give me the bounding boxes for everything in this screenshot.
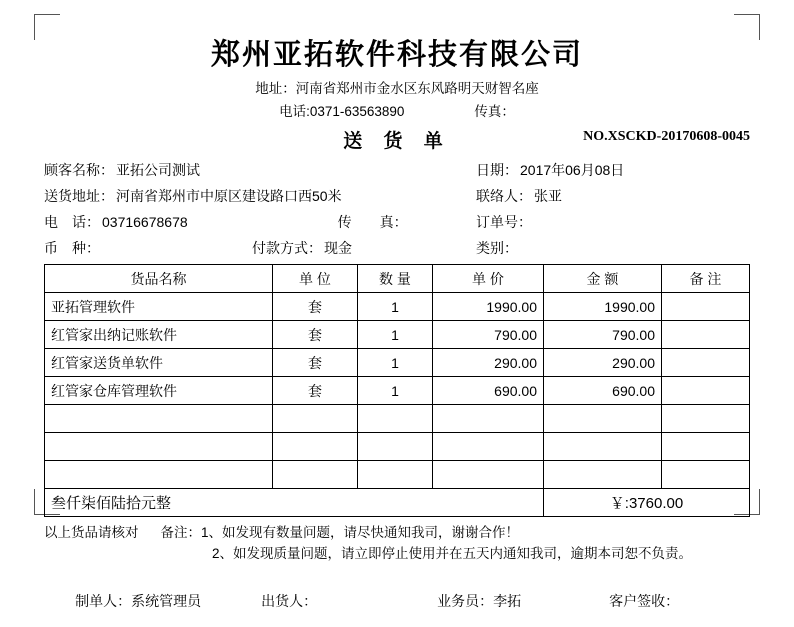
cell-qty <box>358 461 433 489</box>
cell-amount: 690.00 <box>544 377 662 405</box>
shipper-label: 出货人： <box>261 592 318 609</box>
meta-section <box>44 160 750 258</box>
cell-price: 690.00 <box>433 377 544 405</box>
sales-field <box>406 575 578 627</box>
shipper-field <box>230 575 406 627</box>
signature-label: 客户签收： <box>609 592 680 609</box>
maker-field <box>44 575 230 627</box>
meta-row-currency <box>44 238 750 258</box>
table-row <box>45 349 750 377</box>
note-text-1: 1、如发现有数量问题，请尽快通知我司，谢谢合作！ <box>201 525 520 540</box>
category-label: 类别： <box>476 240 518 256</box>
cell-price <box>433 461 544 489</box>
cell-amount <box>544 433 662 461</box>
column-header-unit: 单 位 <box>273 265 358 293</box>
cell-unit <box>273 461 358 489</box>
cell-note <box>662 377 750 405</box>
sales-label: 业务员： <box>437 592 494 609</box>
table-row <box>45 377 750 405</box>
cell-unit <box>273 433 358 461</box>
meta-row-customer <box>44 160 750 180</box>
company-fax: 传真： <box>474 104 515 119</box>
cell-qty: 1 <box>358 349 433 377</box>
cell-unit: 套 <box>273 293 358 321</box>
ship-address-value: 河南省郑州市中原区建设路口西50米 <box>116 188 342 204</box>
customer-label: 顾客名称： <box>44 162 114 178</box>
column-header-note: 备 注 <box>662 265 750 293</box>
cell-name <box>45 433 273 461</box>
cell-price: 290.00 <box>433 349 544 377</box>
signature-field <box>578 575 750 627</box>
note-line-1 <box>44 523 750 544</box>
total-amount: ￥:3760.00 <box>544 489 750 517</box>
note-line-2 <box>44 544 750 565</box>
date-value: 2017年06月08日 <box>520 162 625 178</box>
document-sheet <box>44 22 750 627</box>
cell-note <box>662 321 750 349</box>
phone-label: 电 话： <box>44 214 100 230</box>
title-row <box>44 126 750 152</box>
column-header-price: 单 价 <box>433 265 544 293</box>
company-tel: 电话:0371-63563890 <box>279 104 405 119</box>
cell-name: 红管家出纳记账软件 <box>45 321 273 349</box>
check-label: 以上货品请核对 <box>44 525 139 540</box>
sales-value: 李拓 <box>493 592 522 609</box>
company-address: 地址：河南省郑州市金水区东风路明天财智名座 <box>255 81 539 96</box>
cell-qty: 1 <box>358 321 433 349</box>
remark-label: 备注： <box>160 525 201 540</box>
cell-amount <box>544 461 662 489</box>
meta-row-phone <box>44 212 750 232</box>
maker-label: 制单人： <box>75 592 132 609</box>
cell-unit: 套 <box>273 349 358 377</box>
column-header-name: 货品名称 <box>45 265 273 293</box>
cell-note <box>662 461 750 489</box>
cell-unit: 套 <box>273 377 358 405</box>
footer-section <box>44 575 750 627</box>
table-row <box>45 293 750 321</box>
column-header-qty: 数 量 <box>358 265 433 293</box>
table-row <box>45 461 750 489</box>
cell-price: 1990.00 <box>433 293 544 321</box>
company-contact-row <box>44 100 750 120</box>
cell-note <box>662 433 750 461</box>
ship-address-label: 送货地址： <box>44 188 114 204</box>
items-table <box>44 264 750 517</box>
cell-price <box>433 433 544 461</box>
company-name: 郑州亚拓软件科技有限公司 <box>210 39 583 71</box>
payment-label: 付款方式： <box>252 240 322 256</box>
cell-amount: 290.00 <box>544 349 662 377</box>
notes-section <box>44 523 750 565</box>
cell-note <box>662 405 750 433</box>
document-number: NO.XSCKD-20170608-0045 <box>583 129 750 144</box>
table-row <box>45 433 750 461</box>
cell-note <box>662 349 750 377</box>
cell-name <box>45 461 273 489</box>
payment-value: 现金 <box>324 240 352 256</box>
cell-price <box>433 405 544 433</box>
phone-value: 03716678678 <box>102 214 188 230</box>
total-in-words: 叁仟柒佰陆拾元整 <box>45 489 544 517</box>
cell-name <box>45 405 273 433</box>
cell-qty <box>358 405 433 433</box>
date-label: 日期： <box>476 162 518 178</box>
fax-label: 传 真： <box>337 214 408 230</box>
cell-note <box>662 293 750 321</box>
cell-amount <box>544 405 662 433</box>
contact-value: 张亚 <box>534 188 562 204</box>
document-title: 送 货 单 <box>343 131 451 152</box>
table-header-row <box>45 265 750 293</box>
order-no-label: 订单号： <box>476 214 532 230</box>
maker-value: 系统管理员 <box>131 592 202 609</box>
meta-row-ship-address <box>44 186 750 206</box>
cell-name: 亚拓管理软件 <box>45 293 273 321</box>
cell-unit <box>273 405 358 433</box>
table-row <box>45 321 750 349</box>
cell-unit: 套 <box>273 321 358 349</box>
table-row <box>45 405 750 433</box>
table-total-row <box>45 489 750 517</box>
cell-qty: 1 <box>358 293 433 321</box>
cell-price: 790.00 <box>433 321 544 349</box>
contact-label: 联络人： <box>476 188 532 204</box>
cell-name: 红管家送货单软件 <box>45 349 273 377</box>
customer-value: 亚拓公司测试 <box>116 162 200 178</box>
currency-label: 币 种： <box>44 240 100 256</box>
note-text-2: 2、如发现质量问题，请立即停止使用并在五天内通知我司，逾期本司恕不负责。 <box>212 545 693 561</box>
cell-amount: 790.00 <box>544 321 662 349</box>
cell-qty <box>358 433 433 461</box>
cell-amount: 1990.00 <box>544 293 662 321</box>
cell-name: 红管家仓库管理软件 <box>45 377 273 405</box>
column-header-amount: 金 额 <box>544 265 662 293</box>
cell-qty: 1 <box>358 377 433 405</box>
